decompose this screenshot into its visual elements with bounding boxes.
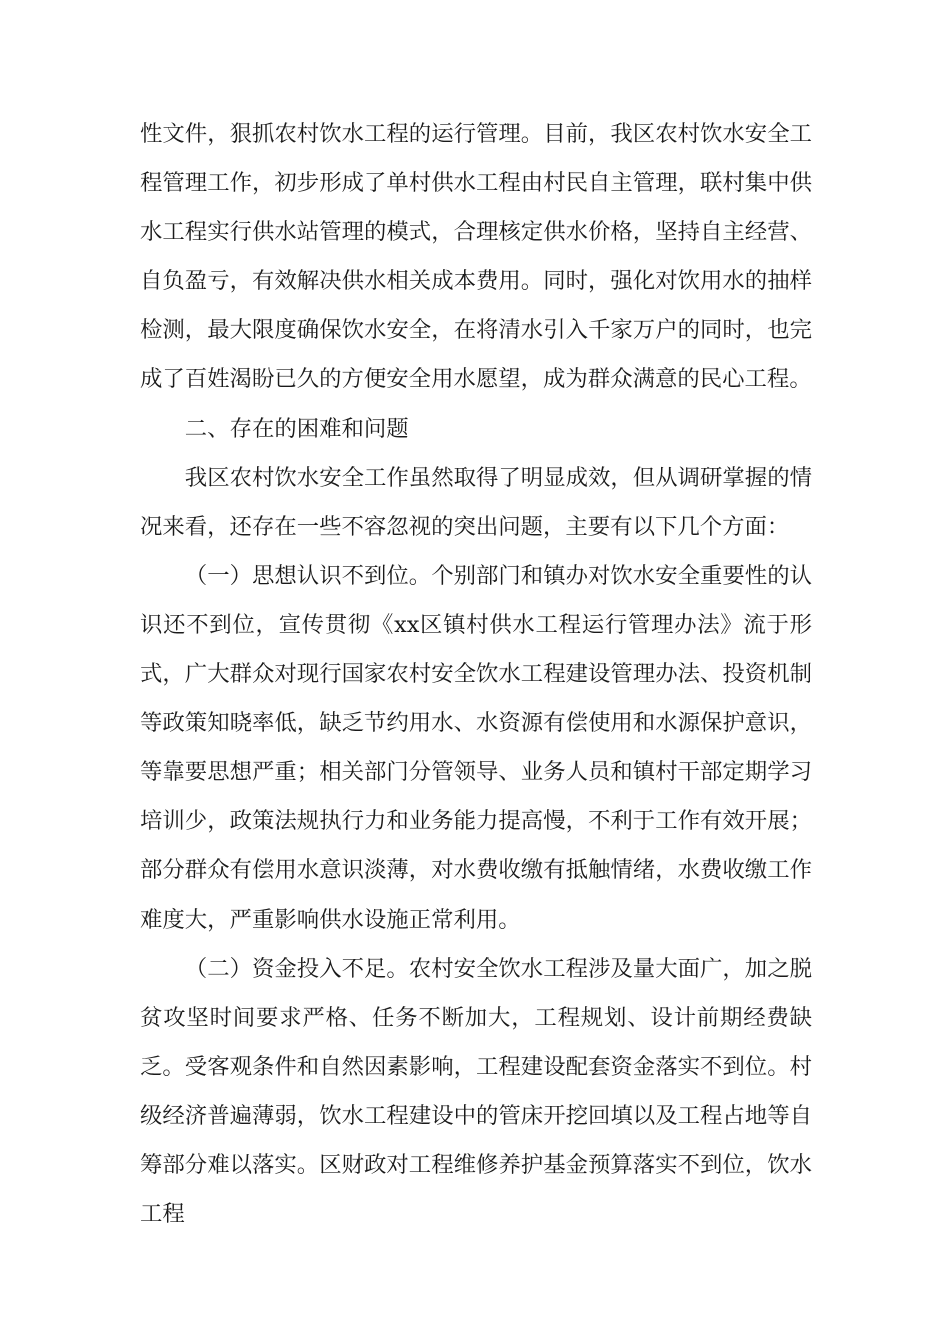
paragraph-item-2: （二）资金投入不足。农村安全饮水工程涉及量大面广，加之脱贫攻坚时间要求严格、任务不断加大，工程规划、设计前期经费缺乏。受客观条件和自然因素影响，工程建设配套资金落实不到位。村级经济普遍薄弱，饮水工程建设中的管床开挖回填以及工程占地等自筹部分难以落实。区财政对工程维修养护基金预算落实不到位，饮水工程 bbox=[140, 955, 812, 1228]
document-body bbox=[140, 110, 812, 1239]
paragraph-item-1: （一）思想认识不到位。个别部门和镇办对饮水安全重要性的认识还不到位，宣传贯彻《xx区镇村供水工程运行管理办法》流于形式，广大群众对现行国家农村安全饮水工程建设管理办法、投资机制等政策知晓率低，缺乏节约用水、水资源有偿使用和水源保护意识，等靠要思想严重；相关部门分管领导、业务人员和镇村干部定期学习培训少，政策法规执行力和业务能力提高慢，不利于工作有效开展；部分群众有偿用水意识淡薄，对水费收缴有抵触情绪，水费收缴工作难度大，严重影响供水设施正常利用。 bbox=[140, 562, 812, 933]
paragraph-intro: 我区农村饮水安全工作虽然取得了明显成效，但从调研掌握的情况来看，还存在一些不容忽视的突出问题，主要有以下几个方面： bbox=[140, 464, 812, 540]
paragraph-continued: 性文件，狠抓农村饮水工程的运行管理。目前，我区农村饮水安全工程管理工作，初步形成了单村供水工程由村民自主管理，联村集中供水工程实行供水站管理的模式，合理核定供水价格，坚持自主经营、自负盈亏，有效解决供水相关成本费用。同时，强化对饮用水的抽样检测，最大限度确保饮水安全，在将清水引入千家万户的同时，也完成了百姓渴盼已久的方便安全用水愿望，成为群众满意的民心工程。 bbox=[140, 121, 812, 393]
section-heading: 二、存在的困难和问题 bbox=[184, 415, 409, 442]
